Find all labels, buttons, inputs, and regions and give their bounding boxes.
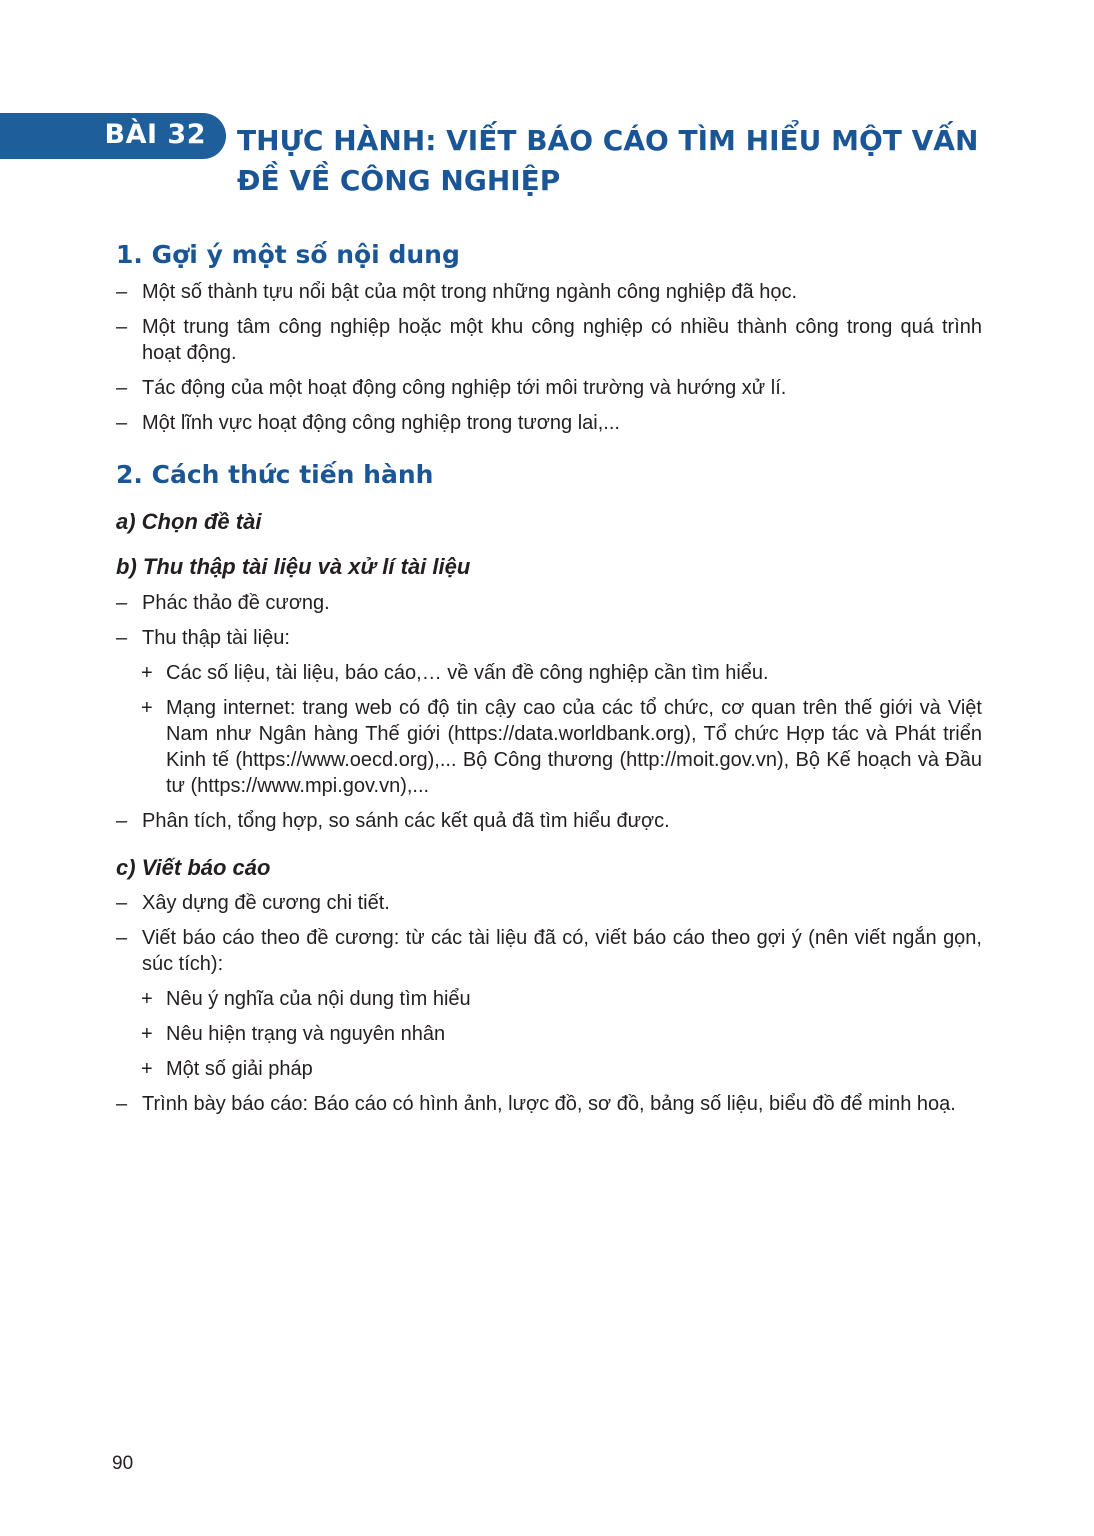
list-item: + Nêu hiện trạng và nguyên nhân [116,1021,982,1047]
lesson-badge [0,113,226,159]
section-2c-list [116,890,982,1126]
list-item: – Một số thành tựu nổi bật của một trong những ngành công nghiệp đã học. [116,279,982,305]
list-item: – Phác thảo đề cương. [116,590,982,616]
list-item: – Viết báo cáo theo đề cương: từ các tài liệu đã có, viết báo cáo theo gợi ý (nên viết ngắn gọn, súc tích): [116,925,982,977]
list-item: + Mạng internet: trang web có độ tin cậy cao của các tổ chức, cơ quan trên thế giới và Việt Nam như Ngân hàng Thế giới (https://data.worldbank.org), Tổ chức Hợp tác và Phát triển Kinh tế (https://www.oecd.org),... Bộ Công thương (http://moit.gov.vn), Bộ Kế hoạch và Đầu tư (https://www.mpi.gov.vn),... [116,695,982,799]
section-2-heading: 2. Cách thức tiến hành [116,460,434,489]
lesson-title: THỰC HÀNH: VIẾT BÁO CÁO TÌM HIỂU MỘT VẤN ĐỀ VỀ CÔNG NGHIỆP [237,124,979,197]
section-2b-list [116,590,982,843]
list-item: + Nêu ý nghĩa của nội dung tìm hiểu [116,986,982,1012]
list-item: – Một lĩnh vực hoạt động công nghiệp trong tương lai,... [116,410,982,436]
list-item: – Phân tích, tổng hợp, so sánh các kết quả đã tìm hiểu được. [116,808,982,834]
list-item: – Một trung tâm công nghiệp hoặc một khu công nghiệp có nhiều thành công trong quá trình hoạt động. [116,314,982,366]
section-1-list [116,279,982,445]
sub-heading-b: b) Thu thập tài liệu và xử lí tài liệu [116,554,471,579]
list-item: – Tác động của một hoạt động công nghiệp tới môi trường và hướng xử lí. [116,375,982,401]
list-item: – Xây dựng đề cương chi tiết. [116,890,982,916]
sub-heading-a: a) Chọn đề tài [116,509,262,534]
page-number: 90 [112,1453,134,1474]
list-item: + Các số liệu, tài liệu, báo cáo,… về vấn đề công nghiệp cần tìm hiểu. [116,660,982,686]
section-1-heading: 1. Gợi ý một số nội dung [116,240,460,269]
list-item: – Trình bày báo cáo: Báo cáo có hình ảnh, lược đồ, sơ đồ, bảng số liệu, biểu đồ để minh hoạ. [116,1091,982,1117]
lesson-badge-label: BÀI 32 [104,119,206,150]
list-item: – Thu thập tài liệu: [116,625,982,651]
sub-heading-c: c) Viết báo cáo [116,855,271,880]
list-item: + Một số giải pháp [116,1056,982,1082]
